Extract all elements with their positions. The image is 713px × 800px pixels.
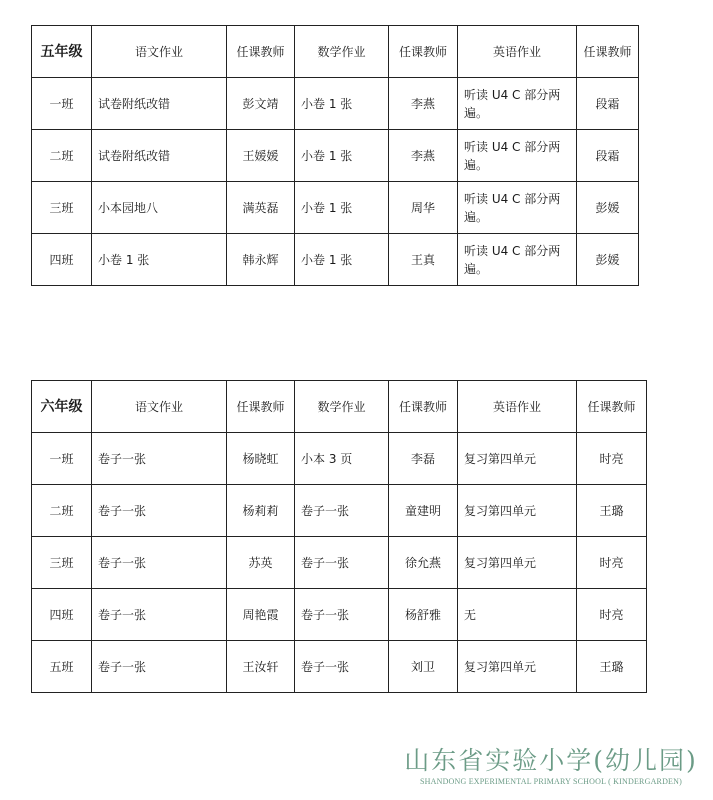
header-math-teacher: 任课教师 <box>389 26 458 78</box>
chinese-teacher: 韩永辉 <box>227 234 295 286</box>
table-row <box>32 641 647 693</box>
chinese-homework: 卷子一张 <box>92 537 227 589</box>
table-header-row <box>32 381 647 433</box>
class-name: 四班 <box>32 234 92 286</box>
grade-label: 五年级 <box>32 26 92 78</box>
header-english-homework: 英语作业 <box>458 26 577 78</box>
chinese-teacher: 彭文靖 <box>227 78 295 130</box>
english-teacher: 王璐 <box>577 641 647 693</box>
english-homework: 听读 U4 C 部分两遍。 <box>458 182 577 234</box>
table-row <box>32 234 639 286</box>
english-teacher: 时亮 <box>577 433 647 485</box>
chinese-homework: 卷子一张 <box>92 589 227 641</box>
grade-label: 六年级 <box>32 381 92 433</box>
chinese-teacher: 王汝轩 <box>227 641 295 693</box>
chinese-homework: 试卷附纸改错 <box>92 78 227 130</box>
math-teacher: 李燕 <box>389 130 458 182</box>
header-english-teacher: 任课教师 <box>577 26 639 78</box>
math-teacher: 刘卫 <box>389 641 458 693</box>
math-homework: 小本 3 页 <box>295 433 389 485</box>
english-teacher: 时亮 <box>577 589 647 641</box>
chinese-homework: 卷子一张 <box>92 641 227 693</box>
chinese-homework: 卷子一张 <box>92 485 227 537</box>
school-name-chinese: 山东省实验小学(幼儿园) <box>404 746 698 775</box>
chinese-homework: 试卷附纸改错 <box>92 130 227 182</box>
header-chinese-homework: 语文作业 <box>92 381 227 433</box>
grade6-homework-table <box>31 380 647 693</box>
class-name: 一班 <box>32 78 92 130</box>
math-teacher: 徐允燕 <box>389 537 458 589</box>
table-row <box>32 537 647 589</box>
english-homework: 听读 U4 C 部分两遍。 <box>458 234 577 286</box>
class-name: 二班 <box>32 130 92 182</box>
math-teacher: 李磊 <box>389 433 458 485</box>
chinese-homework: 小卷 1 张 <box>92 234 227 286</box>
math-teacher: 王真 <box>389 234 458 286</box>
english-homework: 听读 U4 C 部分两遍。 <box>458 130 577 182</box>
table-row <box>32 485 647 537</box>
header-math-teacher: 任课教师 <box>389 381 458 433</box>
english-teacher: 王璐 <box>577 485 647 537</box>
math-homework: 小卷 1 张 <box>295 78 389 130</box>
english-teacher: 彭媛 <box>577 182 639 234</box>
class-name: 一班 <box>32 433 92 485</box>
english-homework: 复习第四单元 <box>458 485 577 537</box>
math-homework: 小卷 1 张 <box>295 182 389 234</box>
class-name: 三班 <box>32 182 92 234</box>
math-teacher: 周华 <box>389 182 458 234</box>
english-homework: 复习第四单元 <box>458 537 577 589</box>
table-row <box>32 130 639 182</box>
math-teacher: 童建明 <box>389 485 458 537</box>
school-name-english: SHANDONG EXPERIMENTAL PRIMARY SCHOOL ( KINDERGARDEN) <box>420 777 682 786</box>
header-chinese-teacher: 任课教师 <box>227 381 295 433</box>
math-homework: 小卷 1 张 <box>295 130 389 182</box>
header-english-teacher: 任课教师 <box>577 381 647 433</box>
table-row <box>32 589 647 641</box>
chinese-teacher: 苏英 <box>227 537 295 589</box>
school-logo <box>401 745 701 787</box>
header-chinese-homework: 语文作业 <box>92 26 227 78</box>
math-homework: 卷子一张 <box>295 485 389 537</box>
english-teacher: 段霜 <box>577 130 639 182</box>
chinese-teacher: 杨晓虹 <box>227 433 295 485</box>
chinese-teacher: 满英磊 <box>227 182 295 234</box>
english-homework: 复习第四单元 <box>458 641 577 693</box>
math-homework: 卷子一张 <box>295 537 389 589</box>
math-homework: 卷子一张 <box>295 589 389 641</box>
class-name: 三班 <box>32 537 92 589</box>
grade5-homework-table <box>31 25 639 286</box>
math-homework: 小卷 1 张 <box>295 234 389 286</box>
header-math-homework: 数学作业 <box>295 26 389 78</box>
english-teacher: 时亮 <box>577 537 647 589</box>
header-chinese-teacher: 任课教师 <box>227 26 295 78</box>
table-row <box>32 78 639 130</box>
chinese-homework: 卷子一张 <box>92 433 227 485</box>
english-teacher: 段霜 <box>577 78 639 130</box>
english-homework: 听读 U4 C 部分两遍。 <box>458 78 577 130</box>
english-homework: 无 <box>458 589 577 641</box>
table-row <box>32 433 647 485</box>
math-teacher: 杨舒雅 <box>389 589 458 641</box>
math-homework: 卷子一张 <box>295 641 389 693</box>
chinese-teacher: 王媛媛 <box>227 130 295 182</box>
chinese-teacher: 周艳霞 <box>227 589 295 641</box>
class-name: 二班 <box>32 485 92 537</box>
header-english-homework: 英语作业 <box>458 381 577 433</box>
math-teacher: 李燕 <box>389 78 458 130</box>
header-math-homework: 数学作业 <box>295 381 389 433</box>
table-header-row <box>32 26 639 78</box>
english-homework: 复习第四单元 <box>458 433 577 485</box>
chinese-teacher: 杨莉莉 <box>227 485 295 537</box>
class-name: 五班 <box>32 641 92 693</box>
table-row <box>32 182 639 234</box>
english-teacher: 彭媛 <box>577 234 639 286</box>
chinese-homework: 小本园地八 <box>92 182 227 234</box>
class-name: 四班 <box>32 589 92 641</box>
